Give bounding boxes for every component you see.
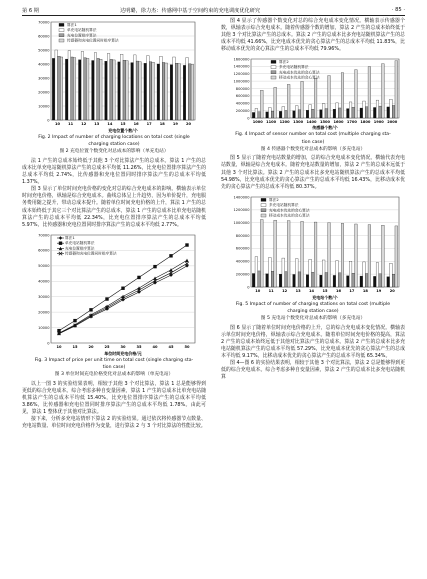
fig2-chart <box>29 18 199 134</box>
x-tick-label: 14 <box>309 288 315 293</box>
right-paragraph-4: 图 4—图 6 的实验结果表明，相较于其他 3 个对比算法，算法 2 总是能够得到更低的综合充电成本。综合考虑多种自变量因素，算法 2 产生的总成本比多充电站随机算 <box>221 360 405 381</box>
bar <box>360 276 363 287</box>
fig3-caption-en-1: Fig. 3 Impact of price per unit time on total cost (single charging sta- <box>34 357 194 363</box>
bar <box>295 259 298 287</box>
figure-3 <box>29 231 199 357</box>
bar <box>355 70 358 118</box>
fig2-caption-en-2: charging station case) <box>88 142 140 148</box>
fig3-caption-cn: 图 3 单位时间充电价格变化对总成本的影响（单充电站） <box>54 372 174 378</box>
bar <box>328 76 331 118</box>
fig4-caption-cn: 图 4 传感器个数变化对总成本的影响（多充电站） <box>260 146 366 152</box>
bar <box>274 88 277 119</box>
bar <box>52 58 55 120</box>
y-tick-label: 1000000 <box>233 220 250 225</box>
bar <box>301 221 304 287</box>
left-paragraph-3: 以上一图 3 的实验结果表明，相较于其他 3 个对比算法，算法 1 总是能够得到更低的综合充电成本。综合考虑多种自变量因素，算法 1 产生的总成本比单充电站随机算法产生的总成本平均低 15.40%，比充电位置排序算法产生的总成本平均低 3.86%，比传感器和充电位置同时排序算法产生的总成本平均低 1.78%。由此可见，算法 1 整体优于其他对比算法。 <box>22 380 206 416</box>
bar <box>360 109 363 119</box>
bar <box>160 56 163 120</box>
x-tick-label: 10 <box>255 288 261 293</box>
y-tick-label: 200000 <box>235 109 250 114</box>
left-paragraph-4: 接下来，分析多充电站情形下算法 2 的实验结果。通过依次将传感器节点数量、充电站数量、单位时间充电价格作为变量，进行算法 2 与 3 个对比算法的性能比较。 <box>22 416 206 430</box>
bar <box>152 62 155 120</box>
x-tick-label: 1300 <box>293 120 304 125</box>
legend-label: 算法2 <box>269 197 279 202</box>
bar <box>365 107 368 118</box>
bar <box>136 61 139 120</box>
bar <box>309 259 312 287</box>
bar <box>301 82 304 119</box>
y-tick-label: 20000 <box>38 90 50 95</box>
header-page-number: · 85 · <box>391 7 405 13</box>
bar <box>314 79 317 118</box>
legend-swatch <box>59 39 64 42</box>
bar <box>123 60 126 120</box>
x-tick-label: 1400 <box>306 120 317 125</box>
bar <box>279 274 282 287</box>
bar <box>113 60 116 120</box>
bar <box>268 257 271 287</box>
legend-swatch <box>261 209 266 212</box>
bar <box>365 273 368 287</box>
data-point <box>121 286 124 289</box>
bar <box>260 219 263 287</box>
bar <box>347 109 350 118</box>
left-column <box>22 18 206 430</box>
bar <box>271 112 274 119</box>
header-issue: 第 6 期 <box>22 8 39 14</box>
legend-label: 充电成本优先的贪心算法 <box>269 208 310 213</box>
bar <box>309 105 312 118</box>
bar <box>338 273 341 287</box>
bar <box>58 56 61 120</box>
bar <box>390 263 393 287</box>
bar <box>379 274 382 287</box>
x-tick-label: 19 <box>172 122 178 126</box>
left-paragraph-1: 法 1 产生的总成本始终低于其他 3 个对比算法产生的总成本。算法 1 产生的总成本比单充电站随机算法产生的总成本平均低 11.26%，比充电位置排序算法产生的总成本平均低 2.74%，比传感器和充电位置同时排序算法产生的总成本平均低 1.37%。 <box>22 157 206 186</box>
bar <box>252 273 255 287</box>
legend-swatch <box>59 34 64 37</box>
bar <box>322 260 325 287</box>
x-tick-label: 2000 <box>387 120 398 125</box>
bar <box>144 63 147 120</box>
x-tick-label: 1700 <box>346 120 357 125</box>
fig4-caption-en-1: Fig. 4 Impact of sensor number on total cost (multiple charging sta- <box>235 132 391 138</box>
fig5-caption-cn: 图 5 充电站个数变化对总成本的影响（多充电站） <box>260 316 366 322</box>
bar <box>255 109 258 119</box>
x-axis-label: 传感器个数/个 <box>312 125 338 131</box>
legend-swatch <box>271 66 276 69</box>
bar <box>392 274 395 287</box>
y-tick-label: 800000 <box>235 233 250 238</box>
x-tick-label: 17 <box>146 122 152 126</box>
bar <box>97 58 100 120</box>
legend-label: 充电成本优先的贪心算法 <box>279 70 320 75</box>
bar <box>86 58 89 120</box>
bar <box>295 106 298 118</box>
y-tick-label: 1200000 <box>233 72 250 77</box>
data-point <box>169 254 172 257</box>
x-tick-label: 12 <box>81 122 87 126</box>
x-tick-label: 14 <box>107 122 113 126</box>
bar <box>99 59 102 120</box>
y-tick-label: 600000 <box>235 246 250 251</box>
bar <box>373 108 376 119</box>
y-tick-label: 0 <box>47 341 50 346</box>
x-tick-label: 18 <box>159 122 165 126</box>
bar <box>285 111 288 119</box>
bar <box>312 272 315 287</box>
x-tick-label: 1600 <box>333 120 344 125</box>
bar <box>71 57 74 120</box>
y-tick-label: 400000 <box>235 259 250 264</box>
bar <box>110 59 113 120</box>
bar <box>170 65 173 120</box>
data-point <box>105 297 108 300</box>
legend-swatch <box>261 214 266 217</box>
bar <box>368 224 371 286</box>
bar <box>126 61 129 120</box>
legend-marker <box>59 241 62 244</box>
y-tick-label: 1200000 <box>233 208 250 213</box>
legend-swatch <box>271 71 276 74</box>
bar <box>352 273 355 287</box>
x-tick-label: 19 <box>376 288 382 293</box>
x-tick-label: 11 <box>268 288 274 293</box>
y-tick-label: 600000 <box>235 94 250 99</box>
x-tick-label: 30 <box>120 344 126 349</box>
y-tick-label: 200000 <box>235 272 250 277</box>
bar <box>162 62 165 120</box>
x-axis-label: 单位时间充电价格/元 <box>104 350 142 356</box>
bar <box>255 257 258 287</box>
x-tick-label: 1000 <box>252 120 263 125</box>
bar <box>92 61 95 121</box>
bar <box>183 65 186 120</box>
bar <box>355 224 358 287</box>
bar <box>118 62 121 120</box>
header-title: 达明璐，徐力杰：传感网中基于空间约束的充电调度优化研究 <box>120 8 261 14</box>
fig2-caption-cn: 图 2 充电位置个数变化对总成本的影响（单充电站） <box>59 149 169 155</box>
bar <box>363 102 366 119</box>
figure-4 <box>223 55 403 131</box>
bar <box>333 110 336 119</box>
data-point <box>153 265 156 268</box>
bar <box>363 262 366 287</box>
bar <box>68 51 71 120</box>
bar <box>312 110 315 119</box>
bar <box>395 226 398 287</box>
y-tick-label: 50000 <box>38 264 50 269</box>
x-tick-label: 45 <box>168 344 174 349</box>
x-tick-label: 13 <box>94 122 100 126</box>
bar <box>298 110 301 118</box>
bar <box>282 258 285 287</box>
bar <box>107 54 110 121</box>
bar <box>341 73 344 118</box>
x-tick-label: 1500 <box>319 120 331 125</box>
bar <box>320 110 323 118</box>
bar <box>392 106 395 119</box>
x-tick-label: 25 <box>104 344 110 349</box>
bar <box>191 64 194 120</box>
bar <box>266 112 269 118</box>
x-tick-label: 1100 <box>266 120 277 125</box>
bar <box>322 104 325 118</box>
bar <box>252 113 255 119</box>
bar <box>376 262 379 286</box>
bar <box>131 63 134 120</box>
bar <box>349 102 352 118</box>
bar <box>285 271 288 286</box>
x-tick-label: 16 <box>133 122 139 126</box>
x-tick-label: 15 <box>72 344 78 349</box>
legend-label: 移动成本优先的贪心算法 <box>269 213 310 218</box>
x-axis-label: 充电位置个数/个 <box>108 128 138 133</box>
bar <box>78 60 81 120</box>
bar <box>94 53 97 120</box>
x-tick-label: 1200 <box>279 120 290 125</box>
fig4-chart <box>223 55 403 131</box>
y-tick-label: 50000 <box>38 48 50 53</box>
x-tick-label: 40 <box>152 344 158 349</box>
y-tick-label: 800000 <box>235 87 250 92</box>
legend-label: 算法2 <box>279 60 289 65</box>
y-tick-label: 40000 <box>38 279 50 284</box>
fig3-chart <box>29 231 199 357</box>
bar <box>188 64 191 120</box>
bar <box>336 103 339 118</box>
bar <box>298 272 301 287</box>
bar <box>314 222 317 287</box>
legend-label: 移动成本优先的贪心算法 <box>279 76 320 81</box>
bar <box>395 61 398 118</box>
bar <box>387 277 390 287</box>
bar <box>333 275 336 287</box>
data-point <box>137 276 140 279</box>
figure-2 <box>29 18 199 134</box>
bar <box>65 59 68 120</box>
x-tick-label: 20 <box>185 122 191 126</box>
figure-5 <box>223 193 403 301</box>
x-tick-label: 15 <box>322 288 328 293</box>
bar <box>287 85 290 119</box>
legend-label: 多充电站随机算法 <box>279 65 309 70</box>
right-paragraph-2: 图 5 显示了随着充电站数量的增加，总的综合充电成本变化情况。横轴代表充电站数量，纵轴是综合充电成本。随着充电站数量的增加，算法 2 产生的总成本远低于其他 3 个对比算法。算法 2 产生的总成本比多充电站随机算法产生的总成本平均低 54.98%，比充电成本优先的贪心算法产生的总成本平均低 16.43%，比移动成本优先的贪心算法产生的总成本平均低 80.37%。 <box>221 155 405 190</box>
bar <box>349 261 352 287</box>
bar <box>390 100 393 119</box>
bar <box>325 272 328 286</box>
x-tick-label: 12 <box>282 288 288 293</box>
y-tick-label: 400000 <box>235 102 250 107</box>
bar <box>368 67 371 118</box>
x-tick-label: 18 <box>362 288 368 293</box>
y-tick-label: 70000 <box>38 233 50 238</box>
right-paragraph-3: 图 6 显示了随着单位时间充电价格的上升，总的综合充电成本变化情况。横轴表示单位时间充电价格，纵轴表示综合充电成本。随着单位时间充电价格的提高，算法 2 产生的总成本始终远低于其他对比算法产生的总成本。算法 2 产生的总成本比多充电站随机算法产生的总成本平均低 57.29%，比充电成本优先的贪心算法产生的总成本平均低 9.17%，比移动成本优先的贪心算法产生的总成本平均低 65.34%。 <box>221 324 405 360</box>
bar <box>105 61 108 120</box>
y-tick-label: 30000 <box>38 294 50 299</box>
y-tick-label: 0 <box>247 116 250 121</box>
bar <box>165 63 168 120</box>
bar <box>279 112 282 119</box>
bar <box>338 108 341 118</box>
fig2-caption-en-1: Fig. 2 Impact of number of charging locations on total cost (single <box>38 135 190 140</box>
bar <box>157 64 160 120</box>
bar <box>55 50 58 120</box>
x-tick-label: 20 <box>88 344 94 349</box>
bar <box>379 107 382 119</box>
y-tick-label: 1400000 <box>233 65 250 70</box>
bar <box>382 225 385 287</box>
right-paragraph-1: 图 4 显示了传感器个数变化对总的综合充电成本变化情况。横轴表示传感器个数，纵轴表示综合充电成本。随着传感器个数的增加，算法 2 产生的总成本始终低于其他 3 个对比算法产生的总成本。算法 2 产生的总成本比多充电站随机算法产生的总成本平均低 41.66%，比充电成本优先的贪心算法产生的总成本平均低 11.83%，比移动成本优先的贪心算法产生的总成本平均低 79.96%。 <box>221 18 405 53</box>
x-tick-label: 50 <box>184 344 190 349</box>
legend-swatch <box>261 203 266 206</box>
bar <box>258 112 261 118</box>
bar <box>260 91 263 119</box>
bar <box>120 54 123 120</box>
fig3-caption-en-2: tion case) <box>102 365 126 371</box>
y-tick-label: 10000 <box>38 104 50 109</box>
bar <box>320 275 323 287</box>
bar <box>341 223 344 287</box>
x-tick-label: 20 <box>389 288 395 293</box>
bar <box>173 57 176 120</box>
y-tick-label: 1400000 <box>233 195 250 200</box>
bar <box>376 101 379 119</box>
x-tick-label: 17 <box>349 288 355 293</box>
legend-swatch <box>261 198 266 201</box>
legend-label: 传感器和充电位置同时排序算法 <box>65 251 117 256</box>
y-tick-label: 1600000 <box>233 57 250 62</box>
y-tick-label: 60000 <box>38 34 50 39</box>
y-tick-label: 20000 <box>38 310 50 315</box>
bar <box>84 58 87 120</box>
x-tick-label: 35 <box>136 344 142 349</box>
x-tick-label: 16 <box>335 288 341 293</box>
bar <box>387 107 390 118</box>
bar <box>268 108 271 119</box>
legend-label: 多充电站随机算法 <box>269 203 299 208</box>
y-tick-label: 40000 <box>38 62 50 67</box>
y-tick-label: 70000 <box>38 20 50 25</box>
header-rule <box>22 15 405 16</box>
legend-swatch <box>59 29 64 32</box>
x-tick-label: 1800 <box>360 120 371 125</box>
bar <box>282 107 285 118</box>
legend-label: 算法1 <box>67 23 77 27</box>
data-point <box>89 308 92 311</box>
y-tick-label: 0 <box>47 118 50 123</box>
bar <box>274 220 277 287</box>
bar <box>73 58 76 120</box>
bar <box>266 274 269 287</box>
x-tick-label: 1900 <box>373 120 384 125</box>
bar <box>325 109 328 118</box>
legend-swatch <box>59 23 64 26</box>
bar <box>328 223 331 287</box>
bar <box>352 108 355 119</box>
x-axis-label: 充电站个数/个 <box>312 294 338 300</box>
x-tick-label: 15 <box>120 122 126 126</box>
legend-swatch <box>271 76 276 79</box>
fig5-caption-en-2: charging station case) <box>287 309 339 315</box>
fig4-caption-en-2: tion case) <box>301 139 325 145</box>
bar <box>147 56 150 120</box>
bar <box>81 51 84 120</box>
bar <box>373 276 376 287</box>
fig5-chart <box>223 193 403 301</box>
bar <box>175 63 178 120</box>
fig5-caption-en-1: Fig. 5 Impact of number of charging stations on total cost (multiple <box>235 301 391 307</box>
right-column <box>221 18 405 382</box>
bar <box>306 275 309 287</box>
legend-label: 充电位置排序算法 <box>67 33 97 38</box>
data-point <box>185 243 188 246</box>
legend-label: 充电位置排序算法 <box>65 246 95 251</box>
x-tick-label: 10 <box>56 344 62 349</box>
x-tick-label: 13 <box>295 288 301 293</box>
legend-label: 单充电站随机算法 <box>65 241 95 246</box>
y-tick-label: 30000 <box>38 76 50 81</box>
bar <box>293 111 296 118</box>
bar <box>287 221 290 287</box>
legend-label: 传感器和充电位置同时排序算法 <box>67 38 119 43</box>
bar <box>306 111 309 119</box>
bar <box>271 271 274 287</box>
legend-swatch <box>271 61 276 64</box>
bar <box>60 57 63 120</box>
bar <box>178 64 181 120</box>
y-tick-label: 1000000 <box>233 79 250 84</box>
bar <box>293 274 296 287</box>
legend-label: 单充电站随机算法 <box>67 28 97 33</box>
x-tick-label: 11 <box>68 122 74 126</box>
bar <box>133 55 136 120</box>
bar <box>382 64 385 118</box>
left-paragraph-2: 图 3 显示了单位时间充电价格的变化对总的综合充电成本的影响。横轴表示单位时间充电价格，纵轴是综合充电成本。曲线总体呈上升趋势，因为单价提升，充电服务费用随之提升，带动总成本提升。随着单位时间充电价格的上升，算法 1 产生的总成本始终低于其它三个对比算法产生的总成本，算法 1 产生的总成本比单充电站随机算法产生的总成本平均低 22.34%，比充电位置排序算法产生的总成本平均低 5.97%，比传感器和充电位置同时排序算法产生的总成本平均低 2.77%。 <box>22 186 206 228</box>
legend-label: 算法1 <box>65 235 75 240</box>
data-point <box>73 319 76 322</box>
bar <box>258 271 261 287</box>
y-tick-label: 10000 <box>38 325 50 330</box>
x-tick-label: 10 <box>55 122 61 126</box>
bar <box>149 62 152 120</box>
bar <box>347 276 350 287</box>
bar <box>139 62 142 120</box>
bar <box>336 260 339 286</box>
bar <box>186 58 189 120</box>
y-tick-label: 0 <box>247 285 250 290</box>
y-tick-label: 60000 <box>38 248 50 253</box>
